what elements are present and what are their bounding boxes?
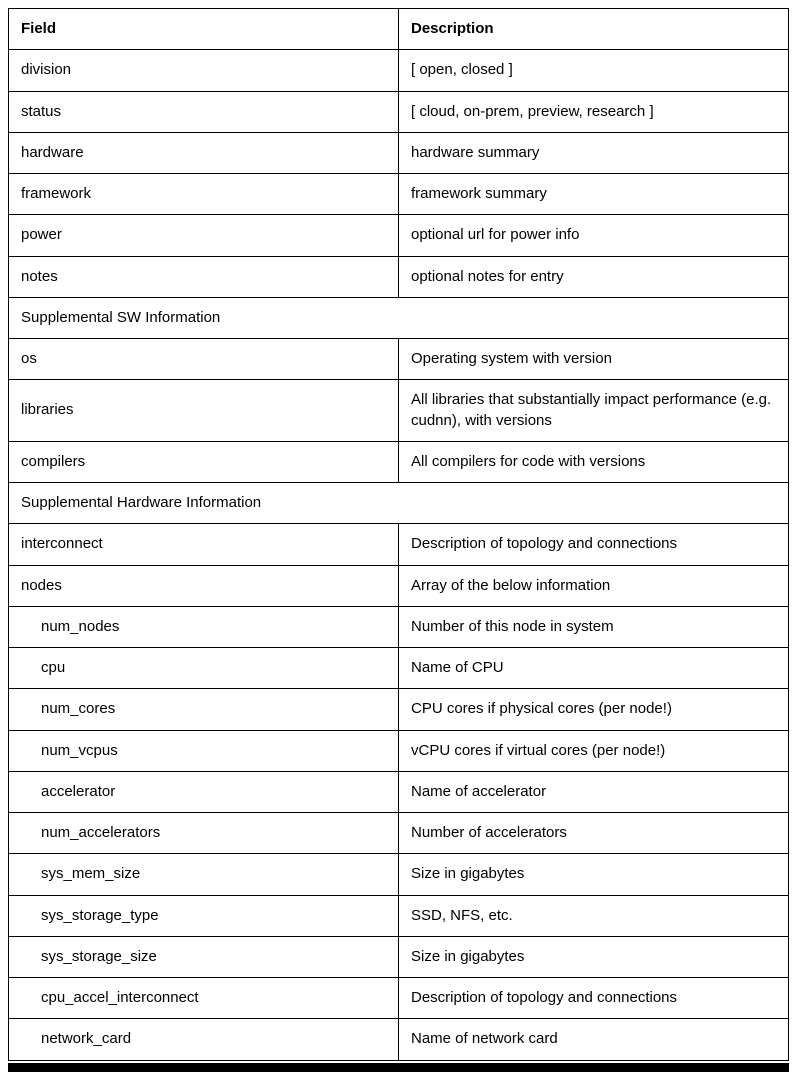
table-row [9,771,789,812]
section-row [9,297,789,338]
description-cell: All libraries that substantially impact performance (e.g. cudnn), with versions [399,380,789,442]
field-cell: cpu_accel_interconnect [9,978,399,1019]
description-cell: Name of CPU [399,648,789,689]
field-cell: os [9,339,399,380]
description-cell: framework summary [399,174,789,215]
field-cell: division [9,50,399,91]
field-cell: nodes [9,565,399,606]
cutoff-content-bar [8,1063,789,1072]
table-row [9,689,789,730]
table-row [9,215,789,256]
description-cell: SSD, NFS, etc. [399,895,789,936]
description-cell: All compilers for code with versions [399,441,789,482]
field-cell: interconnect [9,524,399,565]
table-row [9,91,789,132]
section-row [9,483,789,524]
section-label: Supplemental Hardware Information [9,483,789,524]
section-label: Supplemental SW Information [9,297,789,338]
description-cell: Number of this node in system [399,606,789,647]
table-row [9,380,789,442]
table-row [9,50,789,91]
description-cell: Name of accelerator [399,771,789,812]
field-cell: accelerator [9,771,399,812]
field-cell: compilers [9,441,399,482]
description-cell: Array of the below information [399,565,789,606]
field-cell: libraries [9,380,399,442]
field-cell: sys_storage_size [9,936,399,977]
description-cell: hardware summary [399,132,789,173]
table-row [9,256,789,297]
table-row [9,132,789,173]
table-row [9,648,789,689]
field-cell: network_card [9,1019,399,1060]
table-body [9,50,789,1060]
table-row [9,524,789,565]
description-cell: Size in gigabytes [399,936,789,977]
description-cell: optional notes for entry [399,256,789,297]
field-cell: framework [9,174,399,215]
description-cell: vCPU cores if virtual cores (per node!) [399,730,789,771]
field-cell: num_cores [9,689,399,730]
field-column-header: Field [9,9,399,50]
description-cell: Name of network card [399,1019,789,1060]
description-cell: Operating system with version [399,339,789,380]
table-row [9,174,789,215]
description-cell: Description of topology and connections [399,978,789,1019]
table-row [9,936,789,977]
table-row [9,441,789,482]
header-row [9,9,789,50]
field-cell: num_nodes [9,606,399,647]
table-row [9,854,789,895]
table-row [9,978,789,1019]
table-row [9,730,789,771]
field-cell: num_vcpus [9,730,399,771]
field-cell: power [9,215,399,256]
description-cell: [ open, closed ] [399,50,789,91]
description-cell: Description of topology and connections [399,524,789,565]
table-row [9,339,789,380]
field-cell: num_accelerators [9,813,399,854]
field-cell: notes [9,256,399,297]
table-row [9,606,789,647]
description-cell: Size in gigabytes [399,854,789,895]
table-header [9,9,789,50]
description-cell: [ cloud, on-prem, preview, research ] [399,91,789,132]
description-cell: CPU cores if physical cores (per node!) [399,689,789,730]
description-column-header: Description [399,9,789,50]
table-row [9,1019,789,1060]
field-cell: status [9,91,399,132]
field-description-table [8,8,789,1061]
description-cell: Number of accelerators [399,813,789,854]
field-cell: sys_storage_type [9,895,399,936]
table-row [9,895,789,936]
field-cell: cpu [9,648,399,689]
description-cell: optional url for power info [399,215,789,256]
field-cell: sys_mem_size [9,854,399,895]
table-row [9,813,789,854]
field-cell: hardware [9,132,399,173]
table-row [9,565,789,606]
